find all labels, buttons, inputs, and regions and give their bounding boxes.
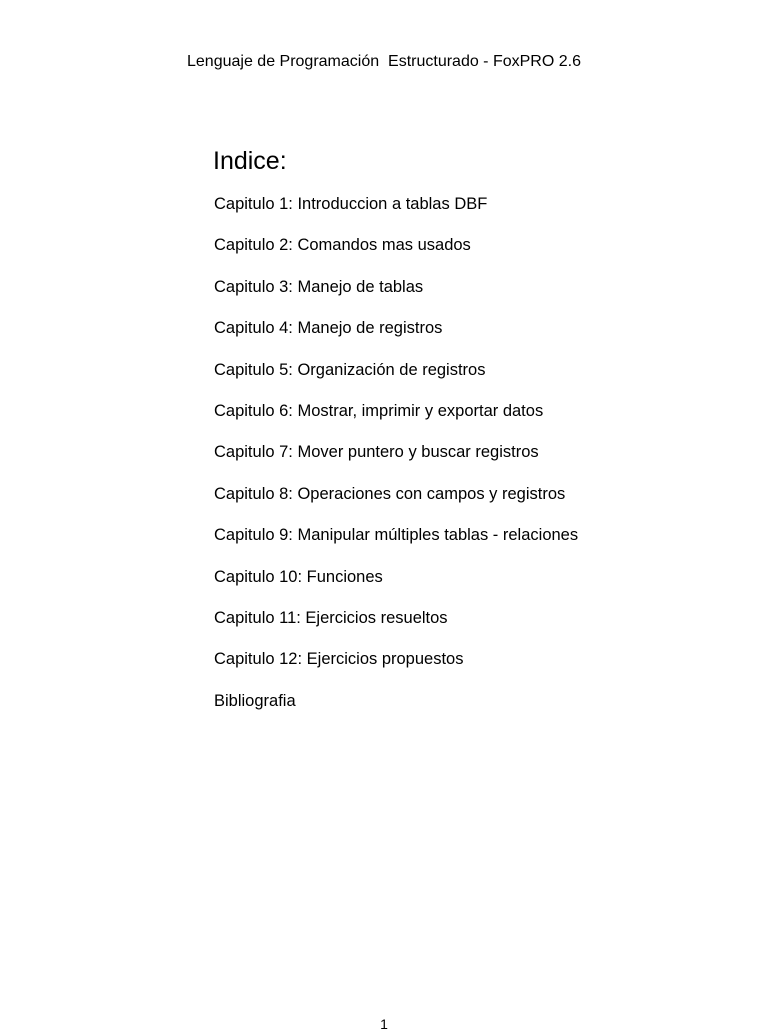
page-number: 1 bbox=[380, 1016, 388, 1032]
toc-item-chapter-10: Capitulo 10: Funciones bbox=[214, 567, 383, 586]
toc-item-bibliography: Bibliografia bbox=[214, 691, 296, 710]
running-header: Lenguaje de Programación Estructurado - FoxPRO 2.6 bbox=[187, 53, 581, 70]
toc-item-chapter-8: Capitulo 8: Operaciones con campos y registros bbox=[214, 484, 566, 503]
toc-item-chapter-1: Capitulo 1: Introduccion a tablas DBF bbox=[214, 195, 488, 213]
toc-item-chapter-6: Capitulo 6: Mostrar, imprimir y exportar datos bbox=[214, 401, 544, 420]
toc-item-chapter-3: Capitulo 3: Manejo de tablas bbox=[214, 277, 424, 296]
toc-item-chapter-11: Capitulo 11: Ejercicios resueltos bbox=[214, 608, 448, 627]
toc-item-chapter-12: Capitulo 12: Ejercicios propuestos bbox=[214, 650, 464, 669]
toc-item-chapter-2: Capitulo 2: Comandos mas usados bbox=[214, 236, 471, 255]
toc-item-chapter-7: Capitulo 7: Mover puntero y buscar registros bbox=[214, 443, 539, 462]
toc-item-chapter-9: Capitulo 9: Manipular múltiples tablas - relaciones bbox=[214, 526, 579, 545]
index-title: Indice: bbox=[213, 147, 287, 175]
toc-item-chapter-4: Capitulo 4: Manejo de registros bbox=[214, 319, 443, 338]
toc-item-chapter-5: Capitulo 5: Organización de registros bbox=[214, 360, 486, 379]
table-of-contents bbox=[214, 193, 578, 731]
